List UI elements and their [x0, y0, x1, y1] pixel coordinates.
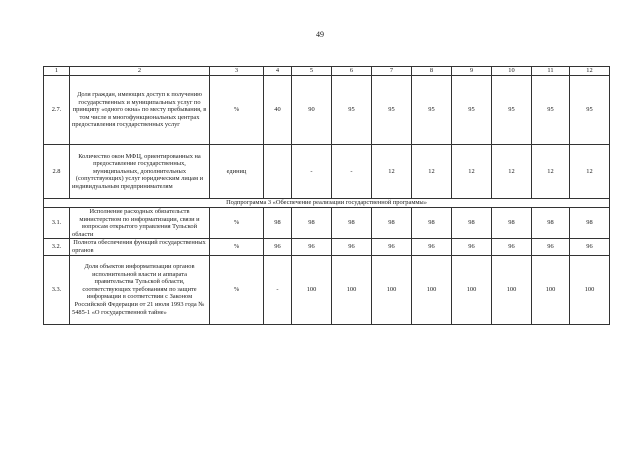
column-header: 3	[210, 67, 264, 76]
value-cell: 95	[570, 76, 610, 145]
value-cell: 100	[372, 255, 412, 324]
column-header: 8	[412, 67, 452, 76]
value-cell: 40	[264, 76, 292, 145]
value-cell: 12	[492, 145, 532, 199]
value-cell: 100	[332, 255, 372, 324]
value-cell: 98	[412, 208, 452, 239]
indicator-name: Количество окон МФЦ, ориентированных на предоставление государственных, муниципальных, дополнительных (сопутствующих) услуг юридическим лицам и индивидуальным предпринимателям	[70, 145, 210, 199]
unit-cell: %	[210, 255, 264, 324]
row-number: 3.2.	[44, 239, 70, 255]
value-cell: 98	[332, 208, 372, 239]
value-cell: 100	[412, 255, 452, 324]
column-header: 2	[70, 67, 210, 76]
value-cell: 96	[292, 239, 332, 255]
value-cell: 98	[570, 208, 610, 239]
value-cell: 95	[532, 76, 570, 145]
value-cell: 12	[412, 145, 452, 199]
value-cell: 100	[292, 255, 332, 324]
value-cell: 98	[532, 208, 570, 239]
column-header: 6	[332, 67, 372, 76]
value-cell: 90	[292, 76, 332, 145]
table-row	[44, 208, 610, 239]
value-cell: 96	[332, 239, 372, 255]
table-row	[44, 145, 610, 199]
value-cell: 96	[412, 239, 452, 255]
value-cell: -	[292, 145, 332, 199]
value-cell: 95	[372, 76, 412, 145]
value-cell: 100	[570, 255, 610, 324]
value-cell: 96	[570, 239, 610, 255]
value-cell: 98	[372, 208, 412, 239]
indicator-name: Исполнение расходных обязательств министерством по информатизации, связи и вопросам открытого управления Тульской области	[70, 208, 210, 239]
table-row	[44, 239, 610, 255]
value-cell: 95	[492, 76, 532, 145]
column-header: 7	[372, 67, 412, 76]
table-row	[44, 76, 610, 145]
value-cell: 96	[264, 239, 292, 255]
value-cell: 95	[452, 76, 492, 145]
value-cell: 12	[372, 145, 412, 199]
indicators-table	[43, 66, 610, 325]
row-number: 2.7.	[44, 76, 70, 145]
value-cell: -	[264, 255, 292, 324]
value-cell: 96	[492, 239, 532, 255]
column-header: 1	[44, 67, 70, 76]
value-cell: 95	[412, 76, 452, 145]
row-number: 3.3.	[44, 255, 70, 324]
value-cell: 100	[532, 255, 570, 324]
table-row	[44, 255, 610, 324]
unit-cell: единиц	[210, 145, 264, 199]
subprogram-title: Подпрограмма 3 «Обеспечение реализации государственной программы»	[44, 199, 610, 208]
value-cell: 100	[452, 255, 492, 324]
value-cell: 98	[264, 208, 292, 239]
header-row	[44, 67, 610, 76]
subprogram-row	[44, 199, 610, 208]
unit-cell: %	[210, 76, 264, 145]
column-header: 9	[452, 67, 492, 76]
indicator-name: Полнота обеспечения функций государственных органов	[70, 239, 210, 255]
row-number: 2.8	[44, 145, 70, 199]
indicator-name: Доля граждан, имеющих доступ к получению государственных и муниципальных услуг по принципу «одного окна» по месту пребывания, в том числе в многофункциональных центрах предоставления государственных услуг	[70, 76, 210, 145]
value-cell: 96	[532, 239, 570, 255]
indicator-name: Доля объектов информатизации органов исполнительной власти и аппарата правительства Тульской области, соответствующих требованиям по защите информации в соответствии с Законом Российской Федерации от 21 июля 1993 года № 5485-1 «О государственной тайне»	[70, 255, 210, 324]
unit-cell: %	[210, 239, 264, 255]
column-header: 10	[492, 67, 532, 76]
value-cell: 98	[492, 208, 532, 239]
value-cell: 12	[532, 145, 570, 199]
column-header: 4	[264, 67, 292, 76]
value-cell: 96	[452, 239, 492, 255]
value-cell	[264, 145, 292, 199]
value-cell: 12	[570, 145, 610, 199]
value-cell: 95	[332, 76, 372, 145]
value-cell: -	[332, 145, 372, 199]
value-cell: 12	[452, 145, 492, 199]
column-header: 12	[570, 67, 610, 76]
page-number: 49	[316, 30, 324, 39]
column-header: 11	[532, 67, 570, 76]
value-cell: 96	[372, 239, 412, 255]
column-header: 5	[292, 67, 332, 76]
unit-cell: %	[210, 208, 264, 239]
value-cell: 98	[292, 208, 332, 239]
value-cell: 100	[492, 255, 532, 324]
value-cell: 98	[452, 208, 492, 239]
row-number: 3.1.	[44, 208, 70, 239]
